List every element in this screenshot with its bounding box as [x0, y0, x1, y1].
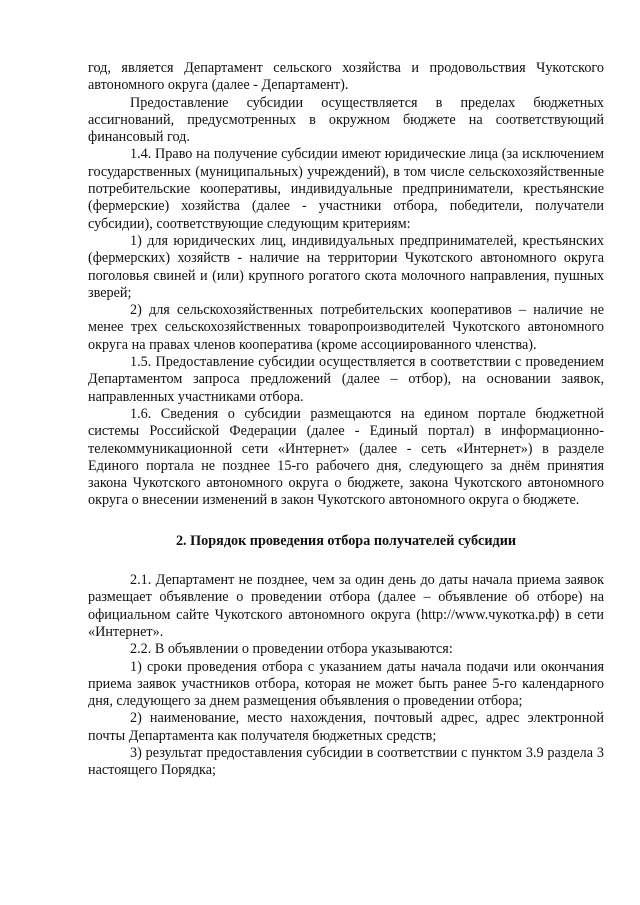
paragraph-budget-allocations: Предоставление субсидии осуществляется в пределах бюджетных ассигнований, предусмотренных в окружном бюджете на соответствующий финансовый год.: [88, 94, 604, 146]
paragraph-1-4: 1.4. Право на получение субсидии имеют юридические лица (за исключением государственных (муниципальных) учреждений), в том числе сельскохозяйственные потребительские кооперативы, индивидуальные предприниматели, крестьянские (фермерские) хозяйства (далее - участники отбора, победители, получатели субсидии), соответствующие следующим критериям:: [88, 146, 604, 232]
section-heading: 2. Порядок проведения отбора получателей субсидии: [175, 532, 517, 549]
paragraph-criterion-2: 2) для сельскохозяйственных потребительских кооперативов – наличие не менее трех сельскохозяйственных товаропроизводителей Чукотского автономного округа на правах членов кооператива (кроме ассоциированного членства).: [88, 302, 604, 353]
paragraph-criterion-1: 1) для юридических лиц, индивидуальных предпринимателей, крестьянских (фермерских) хозяйств - наличие на территории Чукотского автономного округа поголовья свиней и (или) крупного рогатого скота молочного направления, пушных зверей;: [88, 232, 604, 301]
paragraph-2-2: 2.2. В объявлении о проведении отбора указываются:: [130, 641, 453, 658]
paragraph-announcement-item-3: 3) результат предоставления субсидии в соответствии с пунктом 3.9 раздела 3 настоящего Порядка;: [88, 744, 604, 779]
document-page: [88, 60, 604, 780]
paragraph-announcement-item-2: 2) наименование, место нахождения, почтовый адрес, адрес электронной почты Департамента как получателя бюджетных средств;: [88, 710, 604, 744]
paragraph-1-6: 1.6. Сведения о субсидии размещаются на едином портале бюджетной системы Российской Федерации (далее - Единый портал) в информационно-телекоммуникационной сети «Интернет» (далее - сеть «Интернет») в разделе Единого портала не позднее 15-го рабочего дня, следующего за днём принятия закона Чукотского автономного округа о бюджете, закона Чукотского автономного округа о внесении изменений в закон Чукотского автономного округа о бюджете.: [88, 405, 604, 509]
paragraph-continuation: год, является Департамент сельского хозяйства и продовольствия Чукотского автономного округа (далее - Департамент).: [88, 60, 604, 94]
paragraph-2-1: 2.1. Департамент не позднее, чем за один день до даты начала приема заявок размещает объявление о проведении отбора (далее – объявление об отборе) на официальном сайте Чукотского автономного округа (http://www.чукотка.рф) в сети «Интернет».: [88, 572, 604, 640]
paragraph-1-5: 1.5. Предоставление субсидии осуществляется в соответствии с проведением Департаментом запроса предложений (далее – отбор), на основании заявок, направленных участниками отбора.: [88, 354, 604, 405]
paragraph-announcement-item-1: 1) сроки проведения отбора с указанием даты начала подачи или окончания приема заявок участников отбора, которая не может быть ранее 5-го календарного дня, следующего за днем размещения объявления о проведении отбора;: [88, 658, 604, 710]
